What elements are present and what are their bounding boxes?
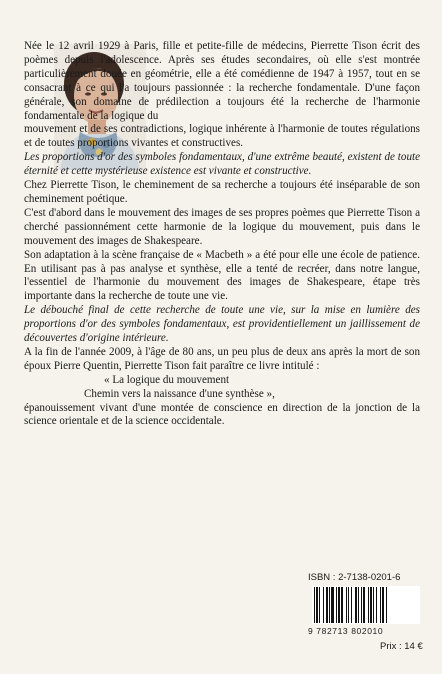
paragraph-publication: A la fin de l'année 2009, à l'âge de 80 ans, un peu plus de deux ans après la mort de son époux Pierre Quentin, Pierrette Tison fait paraître ce livre intitulé : xyxy=(24,345,420,372)
book-title-line-2: Chemin vers la naissance d'une synthèse », xyxy=(84,387,275,400)
paragraph-poems: C'est d'abord dans le mouvement des images de ses propres poèmes que Pierrette Tison a cherché passionnément cette harmonie de la logique du mouvement, puis dans le mouvement des images de Shakespeare. xyxy=(24,206,420,247)
paragraph-research: Chez Pierrette Tison, le cheminement de sa recherche a toujours été inséparable de son cheminement poétique. xyxy=(24,179,420,205)
paragraph-italic-proportions: Les proportions d'or des symboles fondamentaux, d'une extrême beauté, existent de toute éternité et cette mystérieuse existence est vivante et constructive. xyxy=(24,151,420,178)
book-title-line-1: « La logique du mouvement xyxy=(104,373,230,386)
paragraph-conclusion: épanouissement vivant d'une montée de conscience en direction de la jonction de la science orientale et de la science occidentale. xyxy=(24,401,420,428)
price-label: Prix : 14 € xyxy=(380,641,423,652)
barcode-number: 9 782713 802010 xyxy=(308,626,384,636)
paragraph-macbeth: Son adaptation à la scène française de « Macbeth » a été pour elle une école de patience. En utilisant pas à pas analyse et synthèse, elle a tenté de recréer, dans notre langue, l'essentiel de l'harmonie du mouvement des images de Shakespeare, étape très importante dans la recherche de toute une vie. xyxy=(24,248,420,303)
barcode xyxy=(312,586,420,624)
biography-text xyxy=(24,40,420,429)
paragraph-intro-continued: mouvement et de ses contradictions, logique inhérente à l'harmonie de toutes régulations et de toutes proportions vivantes et constructives. xyxy=(24,123,420,150)
isbn-label: ISBN : 2-7138-0201-6 xyxy=(308,572,401,583)
paragraph-intro: Née le 12 avril 1929 à Paris, fille et petite-fille de médecins, Pierrette Tison écrit des poèmes depuis l'adolescence. Après ses études secondaires, où elle s'est montrée particulièrement douée en géométrie, elle a été comédienne de 1947 à 1957, tout en se consacrant à ce qui l'a toujours passionnée : la recherche fondamentale. D'une façon générale, son domaine de prédilection a toujours été la recherche de l'harmonie fondamentale de la logique du xyxy=(24,40,420,122)
paragraph-italic-outcome: Le débouché final de cette recherche de toute une vie, sur la mise en lumière des proportions d'or des symboles fondamentaux, est providentiellement un jaillissement de découvertes d'origine intérieure. xyxy=(24,304,420,345)
